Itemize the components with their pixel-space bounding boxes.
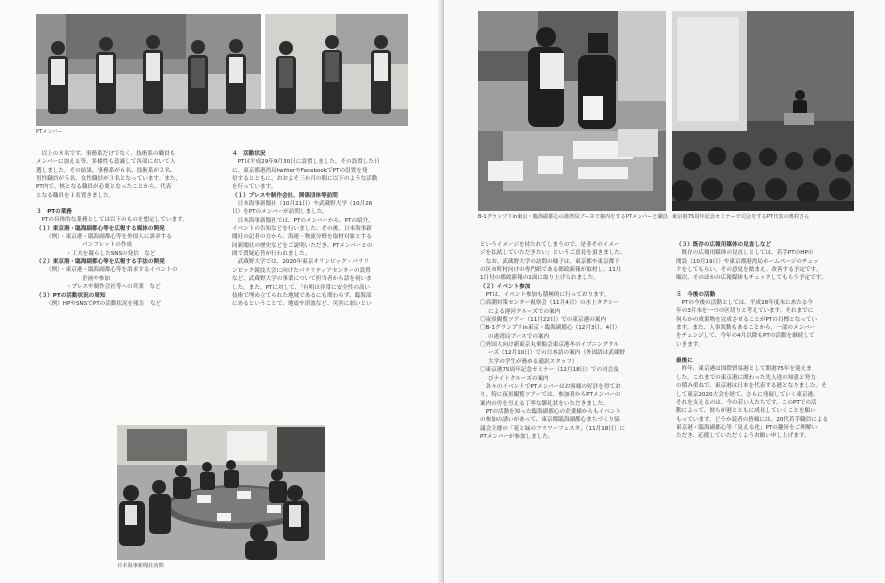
subsection-1-line: 同新聞社の歴史などをご説明いただき、PTメンバーとの — [232, 242, 373, 249]
continued-line: というイメージを持たれてしまうので、是非そのイメー — [480, 242, 620, 248]
task-1-note: ・工夫を凝らしたSNSの発信 など — [66, 250, 156, 257]
subsection-1-line: 間で質疑応答が行われました。 — [232, 251, 311, 258]
left-page — [0, 0, 441, 583]
event-item: ーズ（12月10日）での日本語の案内（外国語は武蔵野 — [488, 350, 626, 357]
section-5-line: PTの今後の活動としては、平成28年度末にあたる今 — [681, 300, 813, 307]
subsection-1-line: など、武蔵野大学の事業について担当者から話を伺いま — [232, 276, 372, 283]
subsection-3-line: クをしてもらい、その意見を踏まえ、改善する予定です。 — [676, 267, 822, 274]
subsection-3-line: 開設（10月19日）や東京都港湾局ホームページのチェッ — [676, 258, 819, 265]
closing-line: 東京港・臨海副都心等「見える化」PTの趣旨をご理解い — [676, 424, 818, 431]
subsection-1-line: 日本海事新聞社（10月21日）や武蔵野大学（10月26 — [237, 201, 373, 208]
left-column-2 — [232, 150, 420, 309]
subsection-1-line: 技術で埋め立てられた地域であるにも関わらず、臨海部 — [232, 292, 372, 299]
body-line: 議会主催の「花と緑のフラワーフェスタ」（11月18日）に — [480, 425, 626, 432]
section-3-heading: ３ PTの業務 — [36, 209, 72, 216]
right-column-2 — [676, 241, 862, 441]
continued-line: の区市町村向けの専門紙である都政新報が取材し、11月 — [480, 267, 622, 274]
task-2-note: （例）・東京港・臨海副都心等を訴求するイベントの — [46, 267, 178, 274]
section-4-line: 信するとともに、おおよそ三か月の間に以下のような活動 — [232, 176, 378, 183]
event-item: 〇外国人向け新東京丸乗船会東京港冬のイブニングクル — [480, 342, 620, 349]
event-item: 〇高潮対策センター視察会（11月4日）の水上タクシー — [480, 300, 620, 307]
intro-line: となる職員を１名置きました。 — [36, 192, 115, 199]
subsection-3-line: 既存の広報用媒体の見直しとしては、若手PTのHPの — [681, 250, 814, 257]
task-2-heading: （２）東京港・臨海副都心等を広報する手法の開発 — [36, 259, 165, 266]
task-3-heading: （３）PTの活動状況の周知 — [36, 292, 106, 299]
section-4-line: を行っています。 — [232, 184, 277, 191]
seminar-caption: 東京港75周年記念セミナーで司会をするPT代表の奥村さん — [672, 214, 810, 220]
subsection-1-line: イベントの告知などを行いました。その後、日本海事新 — [232, 226, 372, 233]
pt-members-photo — [36, 14, 408, 126]
task-1-heading: （１）東京港・臨海副都心等を広報する媒体の開発 — [36, 225, 165, 232]
closing-line: もっています。どうか読者の皆様には、20代若手職員による — [676, 416, 829, 423]
event-item: 〇夜景観覧ツアー（11月22日）での東京港の案内 — [480, 317, 606, 324]
subsection-3-line: 順次、そのほかの広報媒体もチェックしてもらう予定です。 — [676, 275, 827, 282]
right-column-1 — [480, 241, 670, 441]
intro-line: 以上の８名です。事務系だけでなく、技術系の職員も — [41, 151, 176, 157]
section-4-line: に、東京都港湾局twitterやFacebookでPTの設置を発 — [232, 167, 368, 174]
task-3-note: （例）HPやSNSでPTの活動状況を報告 など — [46, 300, 162, 307]
section-4-heading: ４ 活動状況 — [232, 151, 266, 157]
body-line: り、特に夜景観覧ツアーでは、参加者からPTメンバーの — [480, 392, 621, 399]
task-2-note: ・プレスや制作会社等への営業 など — [66, 284, 161, 291]
section-5-line: をチェンジして、今年の4月以降もPTの活動を継続して — [676, 333, 815, 340]
intro-line: 選しました。その結果、事務系が６名、技術系が２名、 — [36, 167, 176, 174]
closing-line: 動によって、彼らが港とともに成長していくことを願い — [676, 408, 816, 415]
subsection-2-heading: （２）イベント参加 — [480, 283, 531, 290]
subsection-1-line: にあるということで、地震や津波など、災害に弱いとい — [232, 301, 372, 308]
closing-line: それを支えるのは、今の若い人たちです。このPTでの活 — [676, 399, 817, 406]
section-5-line: 何らかの成果物を完成させることがPTの目標となってい — [676, 316, 818, 323]
event-item: 大学の学生が務める通訳スタッフ） — [488, 358, 578, 365]
closing-line: の積み重ねで、東京港は日本を代表する港となりました。そ — [676, 383, 827, 390]
closing-line: して東京2020大会を経て、さらに発展していく東京港。 — [676, 391, 819, 398]
continued-line: ジを払拭していただきたい」というご意見を頂きました。 — [480, 250, 626, 257]
subsection-1-line: した。また、PTに対して、「有明は非常に安全性の高い — [232, 284, 371, 291]
subsection-1-line: 武蔵野大学では、2020年東京オリンピック・パラリ — [237, 259, 370, 266]
section-5-heading: ５ 今後の活動 — [676, 291, 716, 298]
body-line: PTメンバーが参加しました。 — [480, 433, 554, 440]
task-2-note: 企画や参加 — [82, 275, 110, 282]
task-1-note: パンフレットの作成 — [82, 242, 133, 249]
task-1-note: （例）・東京港・臨海副都心等を外国人に訴求する — [46, 234, 172, 241]
subsection-1-line: 日本海事新聞社では、PTのメンバーから、PTの紹介、 — [237, 217, 374, 224]
left-column-1 — [36, 150, 221, 308]
intro-line: PT内で、核となる職員が必要となったことから、代表 — [36, 184, 172, 191]
intro-line: メンバーに加える等、多様性も意識して各部において人 — [36, 159, 176, 166]
right-page — [444, 0, 885, 583]
closing-line: ただき、応援していただくようお願い申し上げます。 — [676, 433, 810, 440]
subsection-3-heading: （３）既存の広報用媒体の見直しなど — [676, 242, 772, 248]
newspaper-visit-caption: 日本海事新聞社訪問 — [117, 563, 164, 569]
body-line: の参加の誘いがあって、東京都臨海副都心まちづくり協 — [480, 417, 620, 424]
event-item: による運河クルーズでの案内 — [488, 308, 561, 315]
b1-grandprix-booth-photo — [478, 11, 666, 211]
continued-line: 1日付の都政新報の1面に取り上げられました。 — [480, 275, 599, 282]
event-item: 〇東京港75周年記念セミナー（12月18日）での司会及 — [480, 367, 619, 374]
subsection-1-line: 聞社の記者の方から、海運・物流分野を取材対象とする — [232, 234, 372, 241]
event-item: の港湾局ブースでの案内 — [488, 333, 550, 340]
closing-line: した。これまでの東京港に関わった先人達の知恵と努力 — [676, 374, 816, 381]
intro-line: 男性職員が５名、女性職員が３名となっています。また、 — [36, 176, 181, 183]
section-4-line: PTは平成29年9月30日に設置しました。その設置した日 — [237, 159, 380, 166]
section-5-line: 年の3月末を一つの区切りと考えています。それまでに — [676, 308, 814, 315]
b1-booth-caption: B-1グランプリin東京・臨海副都心の港湾局ブースで案内をするPTメンバーと職員 — [478, 214, 668, 220]
subsection-2-intro: PTは、イベント参加も積極的に行っております。 — [485, 292, 610, 299]
continued-line: なお、武蔵野大学の訪問の様子は、東京都や東京都下 — [485, 258, 620, 265]
subsection-1-line: ンピック競技大会に向けたパラリティアセンターの設置 — [232, 267, 371, 274]
section-5-line: いきます。 — [676, 341, 704, 348]
event-item: びナイトクルーズの案内 — [488, 375, 549, 382]
body-line: PTの活動を知った臨海副都心の企業様からもイベント — [485, 408, 622, 415]
body-line: 各々のイベントでPTメンバーはお客様の好評を得てお — [485, 383, 621, 390]
body-line: 案内の労を労える丁寧な御礼状をいただきました。 — [480, 400, 609, 407]
subsection-1-heading: （１）プレスや制作会社、関係団体等訪問 — [232, 192, 338, 199]
subsection-1-line: 日）をPTのメンバーが訪問しました。 — [232, 209, 328, 216]
section-5-line: ます。また、人事異動もあることから、一部のメンバー — [676, 325, 816, 332]
pt-members-caption: PTメンバー — [36, 129, 63, 135]
newspaper-visit-photo — [117, 425, 325, 560]
closing-line: 昨年、東京港は国際貿易港として開港75年を迎えま — [681, 366, 812, 373]
section-3-intro: PTの具体的な業務としては以下のものを想定しています。 — [41, 217, 188, 224]
seminar-photo — [672, 11, 854, 211]
closing-heading: 最後に — [676, 358, 693, 365]
event-item: 〇B-1グランプリin東京・臨海副都心（12月3日、4日） — [480, 325, 621, 332]
